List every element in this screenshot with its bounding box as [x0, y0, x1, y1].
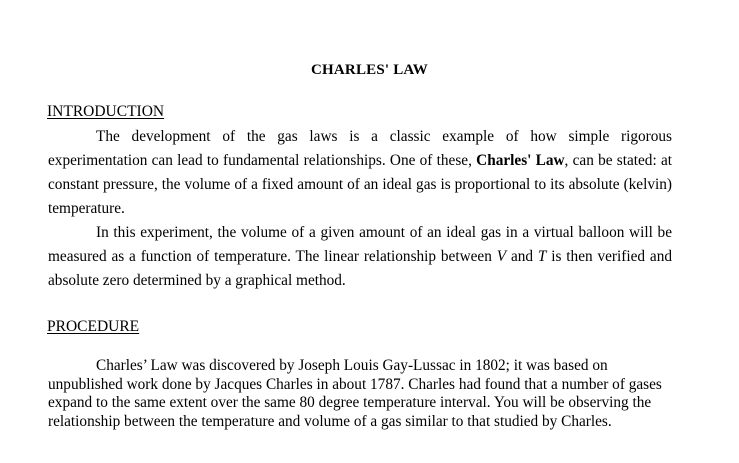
intro-p2-text-b: and: [506, 248, 538, 265]
document-title: CHARLES' LAW: [310, 62, 428, 78]
intro-p1-text-a: The development of the gas laws is a classic example of how simple rigorous experimentation can lead to fundamental relationships. One of these,: [48, 128, 672, 169]
introduction-paragraph-1: [48, 125, 672, 221]
introduction-section: [48, 125, 672, 293]
introduction-heading: INTRODUCTION: [47, 103, 165, 120]
intro-p2-text-a: In this experiment, the volume of a given amount of an ideal gas in a virtual balloon will be measured as a function of temperature. The linear relationship between: [48, 224, 672, 265]
volume-variable: V: [496, 248, 507, 265]
procedure-section: [48, 357, 672, 431]
introduction-paragraph-2: [48, 221, 672, 293]
procedure-paragraph-1: Charles’ Law was discovered by Joseph Louis Gay-Lussac in 1802; it was based on unpublished work done by Jacques Charles in about 1787. Charles had found that a number of gases expand to the same extent over the same 80 degree temperature interval. You will be observing the relationship between the temperature and volume of a gas similar to that studied by Charles.: [48, 357, 662, 430]
procedure-heading: PROCEDURE: [47, 318, 140, 335]
charles-law-term: Charles' Law: [476, 152, 565, 169]
intro-p2-text-c: is then verified and absolute zero determined by a graphical method.: [48, 248, 672, 289]
intro-p1-text-b: , can be stated: at constant pressure, the volume of a fixed amount of an ideal gas is proportional to its absolute (kelvin) temperature.: [48, 152, 672, 217]
temperature-variable: T: [537, 248, 547, 265]
